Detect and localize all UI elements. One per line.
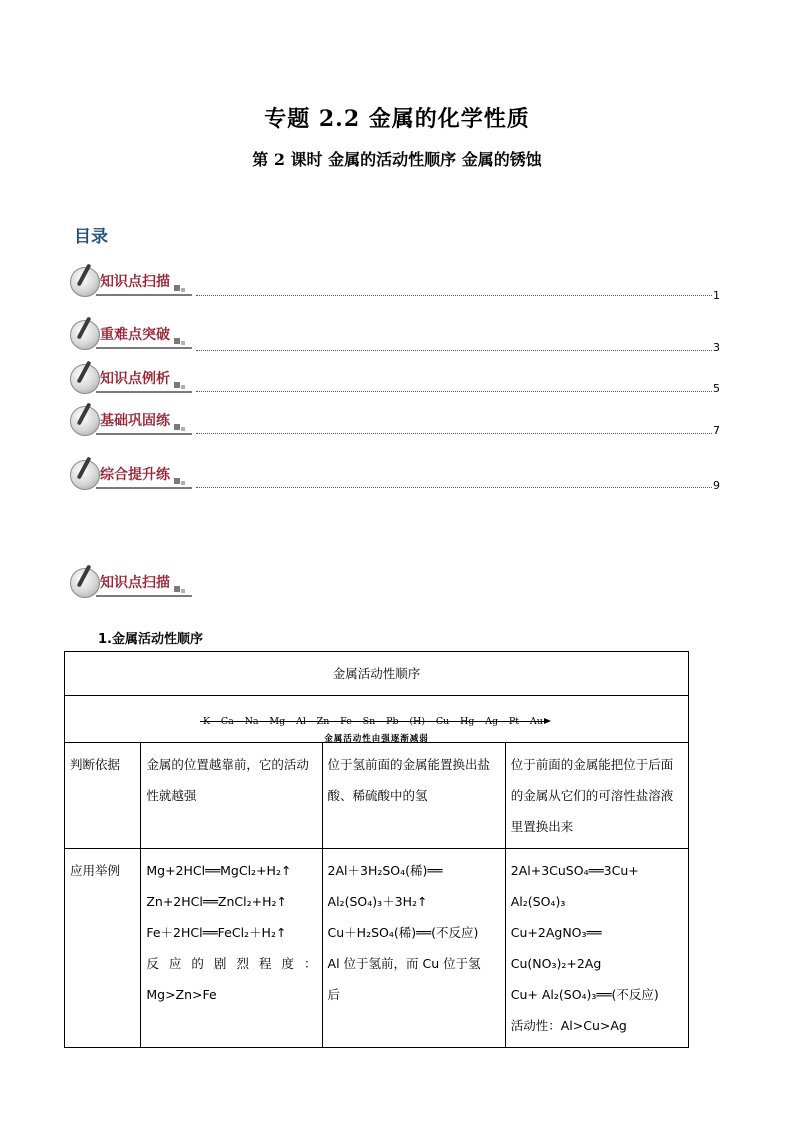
toc-item-label: 重难点突破 bbox=[100, 327, 170, 343]
metal-symbol: Mg bbox=[269, 716, 286, 727]
equation-line: 2Al+3CuSO₄══3Cu+ bbox=[510, 863, 639, 878]
toc-item-knowledge-scan[interactable] bbox=[70, 265, 720, 301]
activity-series-row bbox=[65, 696, 689, 743]
toc-item-label: 综合提升练 bbox=[100, 467, 170, 483]
basis-cell: 位于前面的金属能把位于后面的金属从它们的可溶性盐溶液里置换出来 bbox=[505, 743, 688, 849]
metal-symbol: Hg bbox=[460, 716, 475, 727]
toc-item-label: 知识点例析 bbox=[100, 371, 170, 387]
metal-symbol: Na bbox=[244, 716, 259, 727]
toc-item-label: 基础巩固练 bbox=[100, 413, 170, 429]
equation-line: Mg>Zn>Fe bbox=[146, 987, 217, 1002]
metal-symbol: Cu bbox=[435, 716, 450, 727]
series-note: 金属活动性由强逐渐减弱 bbox=[324, 734, 429, 744]
activity-series-table bbox=[64, 651, 689, 1048]
toc-page-number: 3 bbox=[713, 341, 720, 354]
metal-symbol: Ag bbox=[485, 716, 499, 727]
toc-item-key-difficulties[interactable] bbox=[70, 318, 720, 354]
page-title: 专题 2.2 金属的化学性质 bbox=[264, 106, 530, 132]
section-header bbox=[70, 566, 720, 602]
equation-line: Fe＋2HCl══FeCl₂＋H₂↑ bbox=[146, 925, 287, 940]
basis-cell: 金属的位置越靠前，它的活动性就越强 bbox=[141, 743, 322, 849]
section-badge bbox=[70, 362, 196, 396]
page-subtitle: 第 2 课时 金属的活动性顺序 金属的锈蚀 bbox=[252, 150, 542, 169]
toc-page-number: 5 bbox=[713, 382, 720, 395]
toc-page-number: 1 bbox=[713, 289, 720, 302]
equation-line: Mg+2HCl══MgCl₂+H₂↑ bbox=[146, 863, 292, 878]
example-label: 应用举例 bbox=[65, 849, 141, 1048]
basis-cell: 位于氢前面的金属能置换出盐酸、稀硫酸中的氢 bbox=[322, 743, 505, 849]
toc-heading: 目录 bbox=[74, 227, 108, 247]
section-badge bbox=[70, 318, 196, 352]
equation-line: Al₂(SO₄)₃ bbox=[510, 894, 566, 909]
toc-item-basic-practice[interactable] bbox=[70, 404, 720, 440]
metal-symbol: Sn bbox=[362, 716, 376, 727]
equation-line: 反应的剧烈程度： bbox=[146, 956, 317, 971]
equation-line: 2Al＋3H₂SO₄(稀)══ bbox=[327, 863, 443, 878]
equation-line: 活动性：Al>Cu>Ag bbox=[510, 1018, 627, 1033]
metal-symbol: Pt bbox=[508, 716, 520, 727]
equation-line: Cu+2AgNO₃══ bbox=[510, 925, 602, 940]
example-cell bbox=[141, 849, 322, 1048]
equation-line: Cu(NO₃)₂+2Ag bbox=[510, 956, 602, 971]
metal-symbol: Au bbox=[529, 716, 543, 727]
equation-line: Al 位于氢前，而 Cu 位于氢 bbox=[327, 956, 481, 971]
decreasing-arrow-icon bbox=[200, 721, 545, 722]
metal-symbol: Fe bbox=[340, 716, 352, 727]
equation-line: Cu＋H₂SO₄(稀)══(不反应) bbox=[327, 925, 479, 940]
metal-symbol: Zn bbox=[316, 716, 330, 727]
section-badge bbox=[70, 404, 196, 438]
example-cell bbox=[505, 849, 688, 1048]
section-heading: 1.金属活动性顺序 bbox=[98, 632, 203, 647]
metal-symbol: Pb bbox=[386, 716, 399, 727]
metal-symbol: Al bbox=[295, 716, 306, 727]
table-header: 金属活动性顺序 bbox=[65, 652, 689, 696]
equation-line: Cu+ Al₂(SO₄)₃══(不反应) bbox=[510, 987, 659, 1002]
basis-label: 判断依据 bbox=[65, 743, 141, 849]
section-badge bbox=[70, 265, 196, 299]
section-badge-label: 知识点扫描 bbox=[100, 575, 170, 591]
metal-symbol: (H) bbox=[409, 716, 426, 727]
example-cell bbox=[322, 849, 505, 1048]
metal-symbol: K bbox=[203, 716, 211, 727]
section-badge bbox=[70, 458, 196, 492]
section-badge bbox=[70, 566, 196, 600]
toc-page-number: 7 bbox=[713, 424, 720, 437]
equation-line: Al₂(SO₄)₃＋3H₂↑ bbox=[327, 894, 428, 909]
toc-page-number: 9 bbox=[713, 479, 720, 492]
metal-symbol: Ca bbox=[220, 716, 234, 727]
equation-line: 后 bbox=[327, 987, 341, 1002]
toc-item-examples[interactable] bbox=[70, 362, 720, 398]
toc-item-comprehensive-practice[interactable] bbox=[70, 458, 720, 494]
toc-item-label: 知识点扫描 bbox=[100, 274, 170, 290]
equation-line: Zn+2HCl══ZnCl₂+H₂↑ bbox=[146, 894, 287, 909]
